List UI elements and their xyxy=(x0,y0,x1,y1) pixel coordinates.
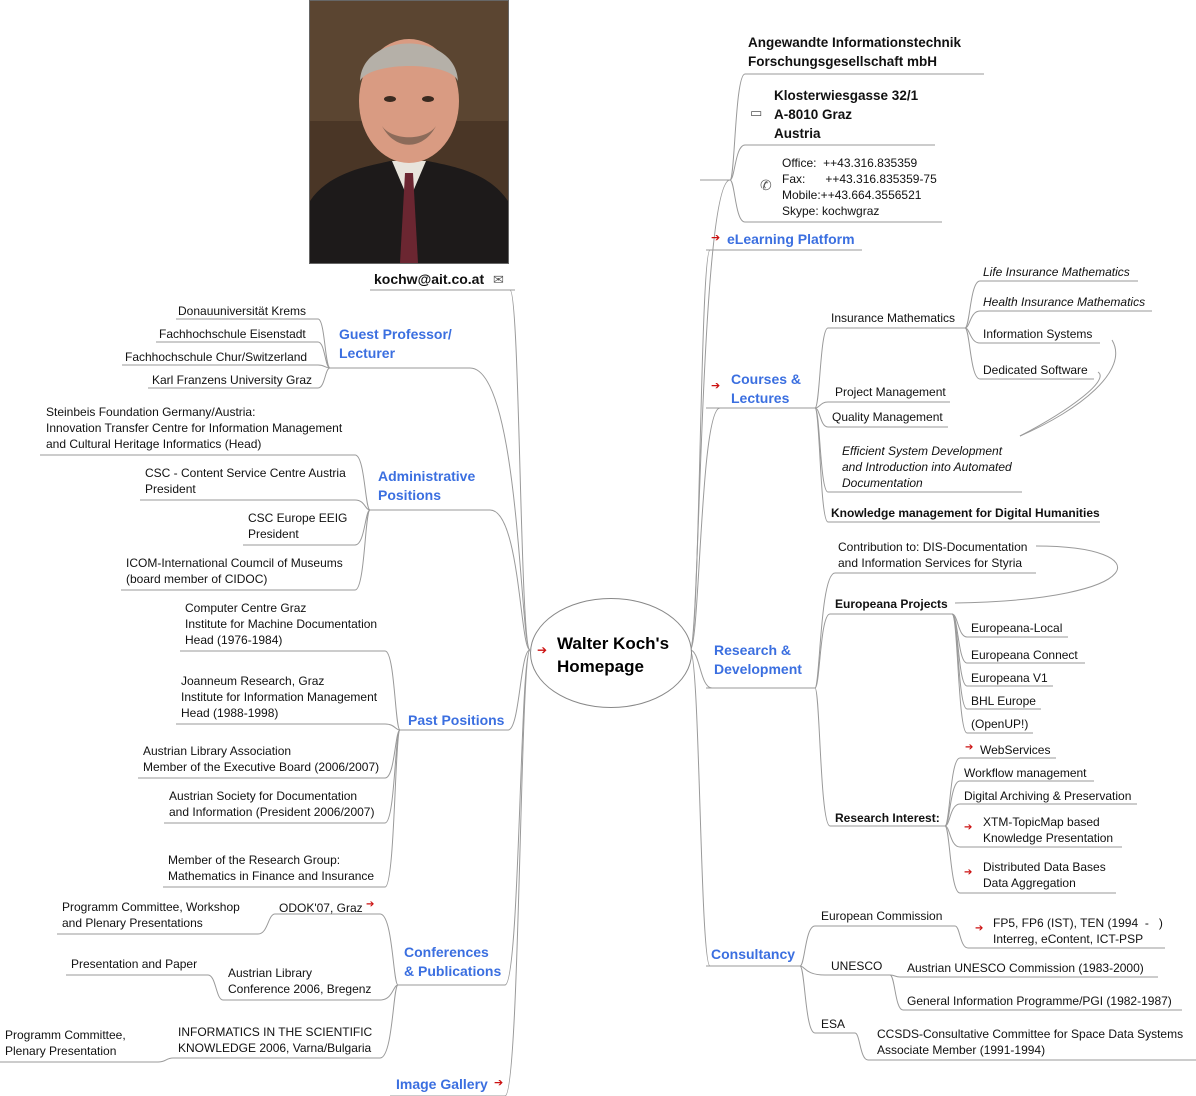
xtm-topicmap-link[interactable]: XTM-TopicMap based Knowledge Presentation xyxy=(983,815,1114,845)
efficient-system-dev: Efficient System Development and Introduction into Automated Documentation xyxy=(842,444,1012,490)
company-address: Klosterwiesgasse 32/1 A-8010 Graz Austria xyxy=(774,88,919,141)
courses-link[interactable]: Courses & Lectures xyxy=(731,371,802,406)
quality-management: Quality Management xyxy=(832,410,943,424)
admin-item: CSC Europe EEIG President xyxy=(248,511,348,541)
address-icon: ▭ xyxy=(750,105,763,120)
guest-professor-link[interactable]: Guest Professor/ Lecturer xyxy=(339,326,452,361)
past-item: Joanneum Research, Graz Institute for Information Management Head (1988-1998) xyxy=(181,674,378,720)
company-name: Angewandte Informationstechnik Forschungsgesellschaft mbH xyxy=(748,35,962,69)
administrative-link[interactable]: Administrative Positions xyxy=(378,468,476,503)
alc-conference: Austrian Library Conference 2006, Bregenz xyxy=(228,966,372,996)
arrow-icon: ➔ xyxy=(964,867,973,878)
european-commission: European Commission xyxy=(821,909,943,923)
project-item: BHL Europe xyxy=(971,694,1036,708)
arrow-icon: ➔ xyxy=(964,822,973,833)
arrow-icon: ➔ xyxy=(711,232,721,244)
arrow-icon: ➔ xyxy=(975,923,984,934)
alc-detail: Presentation and Paper xyxy=(71,957,198,971)
fp-programmes-link[interactable]: FP5, FP6 (IST), TEN (1994 - ) Interreg, eContent, ICT-PSP xyxy=(993,916,1163,946)
envelope-icon: ✉ xyxy=(493,272,504,287)
arrow-icon: ➔ xyxy=(537,643,548,657)
informatics-detail: Programm Committee, Plenary Presentation xyxy=(5,1028,126,1058)
guest-item: Karl Franzens University Graz xyxy=(152,373,313,387)
email-link[interactable]: kochw@ait.co.at xyxy=(374,271,485,287)
odok-link[interactable]: ODOK'07, Graz xyxy=(279,901,363,915)
guest-item: Donauuniversität Krems xyxy=(178,304,307,318)
project-management: Project Management xyxy=(835,385,946,399)
admin-item: ICOM-International Coumcil of Museums (board member of CIDOC) xyxy=(126,556,343,586)
research-link[interactable]: Research & Development xyxy=(714,642,802,677)
research-interest: Research Interest: xyxy=(835,811,940,825)
project-item: Europeana Connect xyxy=(971,648,1078,662)
life-insurance: Life Insurance Mathematics xyxy=(983,265,1130,279)
esa: ESA xyxy=(821,1017,846,1031)
past-item: Member of the Research Group: Mathematics in Finance and Insurance xyxy=(168,853,375,883)
image-gallery-link[interactable]: Image Gallery xyxy=(396,1076,488,1092)
arrow-icon: ➔ xyxy=(494,1077,504,1089)
phone-icon: ✆ xyxy=(760,177,772,193)
distributed-db-link[interactable]: Distributed Data Bases Data Aggregation xyxy=(983,860,1106,890)
past-item: Computer Centre Graz Institute for Machine Documentation Head (1976-1984) xyxy=(185,601,378,647)
esa-ccsds: CCSDS-Consultative Committee for Space Data Systems Associate Member (1991-1994) xyxy=(877,1027,1184,1057)
portrait-photo xyxy=(309,0,509,264)
digital-archiving: Digital Archiving & Preservation xyxy=(964,789,1132,803)
webservices-link[interactable]: WebServices xyxy=(980,743,1051,757)
arrow-icon: ➔ xyxy=(366,899,375,910)
admin-item: CSC - Content Service Centre Austria President xyxy=(145,466,346,496)
project-item: Europeana V1 xyxy=(971,671,1048,685)
project-item: Europeana-Local xyxy=(971,621,1063,635)
dedicated-software: Dedicated Software xyxy=(983,363,1088,377)
workflow-management: Workflow management xyxy=(964,766,1087,780)
insurance-math: Insurance Mathematics xyxy=(831,311,956,325)
conferences-link[interactable]: Conferences & Publications xyxy=(404,944,502,979)
informatics-conference: INFORMATICS IN THE SCIENTIFIC KNOWLEDGE 2006, Varna/Bulgaria xyxy=(178,1025,373,1055)
information-systems: Information Systems xyxy=(983,327,1093,341)
guest-item: Fachhochschule Chur/Switzerland xyxy=(125,350,308,364)
elearning-link[interactable]: eLearning Platform xyxy=(727,231,855,247)
phone-numbers: Office: ++43.316.835359 Fax: ++43.316.835359-75 Mobile:++43.664.3556521 Skype: kochwgraz xyxy=(782,156,937,218)
guest-item: Fachhochschule Eisenstadt xyxy=(159,327,306,341)
arrow-icon: ➔ xyxy=(965,742,974,753)
homepage-title[interactable]: Walter Koch's Homepage xyxy=(557,634,670,676)
unesco: UNESCO xyxy=(831,959,883,973)
unesco-commission: Austrian UNESCO Commission (1983-2000) xyxy=(907,961,1144,975)
contribution-dis: Contribution to: DIS-Documentation and Information Services for Styria xyxy=(838,540,1028,570)
consultancy-link[interactable]: Consultancy xyxy=(711,946,796,962)
project-item: (OpenUP!) xyxy=(971,717,1029,731)
past-positions-link[interactable]: Past Positions xyxy=(408,712,505,728)
past-item: Austrian Library Association Member of the Executive Board (2006/2007) xyxy=(143,744,380,774)
health-insurance: Health Insurance Mathematics xyxy=(983,295,1146,309)
europeana-projects: Europeana Projects xyxy=(835,597,948,611)
knowledge-management: Knowledge management for Digital Humanities xyxy=(831,506,1100,520)
odok-detail: Programm Committee, Workshop and Plenary Presentations xyxy=(62,900,240,930)
unesco-pgi: General Information Programme/PGI (1982-1987) xyxy=(907,994,1172,1008)
past-item: Austrian Society for Documentation and Information (President 2006/2007) xyxy=(169,789,375,819)
arrow-icon: ➔ xyxy=(711,380,721,392)
admin-item: Steinbeis Foundation Germany/Austria: Innovation Transfer Centre for Information Management and Cultural Heritage Informatics (Head) xyxy=(46,405,343,451)
